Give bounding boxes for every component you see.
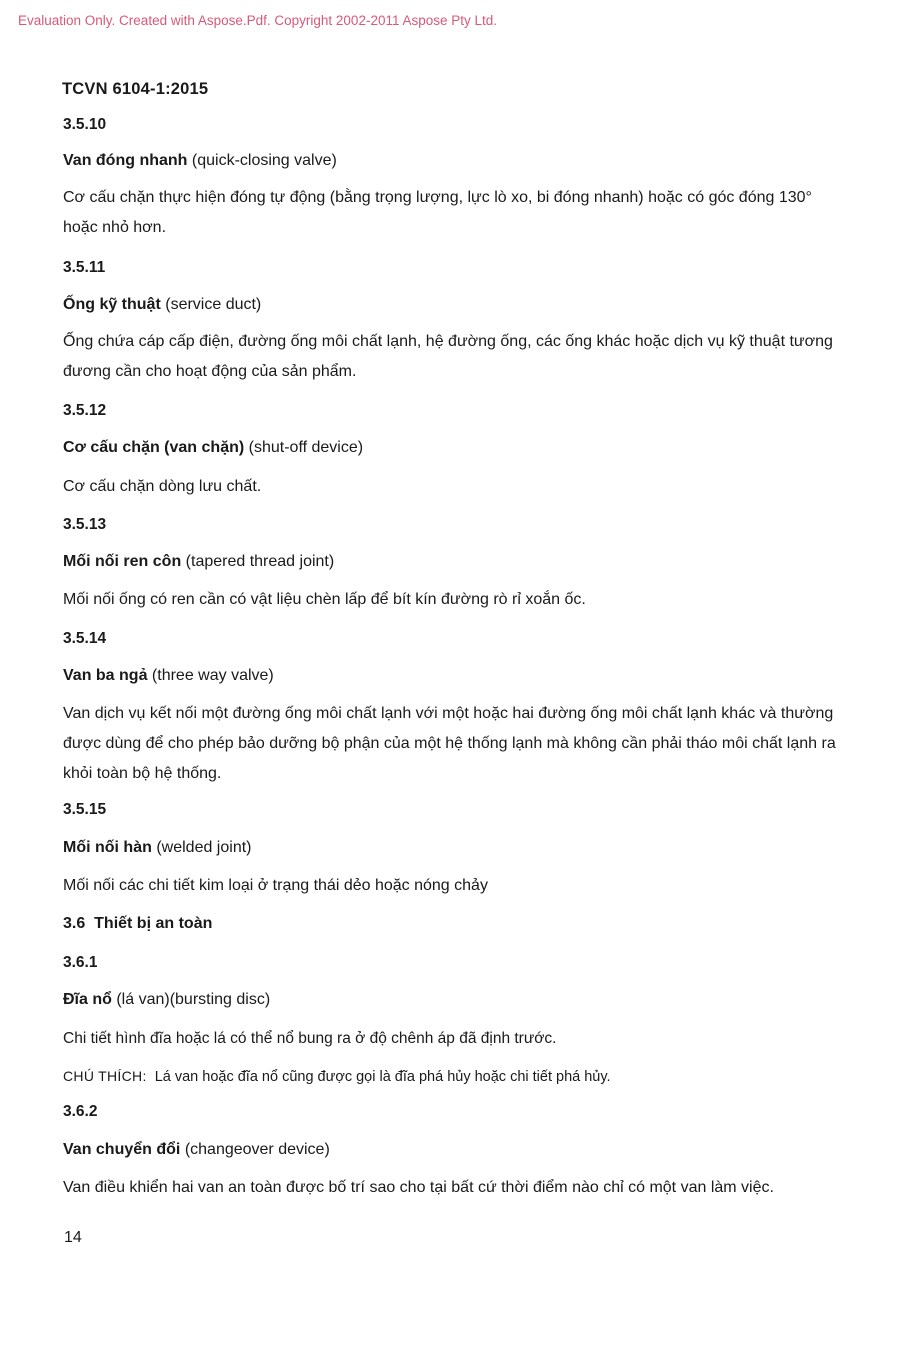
term-english: (tapered thread joint) xyxy=(185,553,335,570)
section-number: 3.6 xyxy=(63,915,86,932)
watermark-text: Evaluation Only. Created with Aspose.Pdf. Copyright 2002-2011 Aspose Pty Ltd. xyxy=(18,13,498,28)
term-english: (changeover device) xyxy=(184,1141,330,1158)
note xyxy=(63,1068,611,1085)
term-vietnamese: Ống kỹ thuật xyxy=(63,296,161,313)
clause-number: 3.6.2 xyxy=(63,1103,98,1120)
term-english: (service duct) xyxy=(165,296,262,313)
term-heading xyxy=(63,152,337,170)
term-definition: Cơ cấu chặn thực hiện đóng tự động (bằng trọng lượng, lực lò xo, bi đóng nhanh) hoặc có góc đóng 130° hoặc nhỏ hơn. xyxy=(63,189,812,236)
term-vietnamese: Đĩa nổ xyxy=(63,991,112,1008)
term-english: (shut-off device) xyxy=(248,439,364,456)
term-vietnamese: Van đóng nhanh xyxy=(63,152,188,169)
term-english: (quick-closing valve) xyxy=(191,152,337,169)
term-heading xyxy=(63,1141,330,1159)
document-standard-code: TCVN 6104-1:2015 xyxy=(62,80,209,98)
term-heading xyxy=(63,553,334,571)
section-heading xyxy=(63,915,212,933)
clause-number: 3.6.1 xyxy=(63,954,98,971)
clause-number: 3.5.11 xyxy=(63,259,106,276)
term-vietnamese: Cơ cấu chặn (van chặn) xyxy=(63,439,245,456)
term-definition: Mối nối ống có ren cần có vật liệu chèn lấp để bít kín đường rò rỉ xoắn ốc. xyxy=(63,591,586,608)
clause-number: 3.5.10 xyxy=(63,116,107,133)
clause-number: 3.5.14 xyxy=(63,630,107,647)
note-label: CHÚ THÍCH: xyxy=(63,1068,147,1084)
term-english: (lá van)(bursting disc) xyxy=(116,991,271,1008)
clause-number: 3.5.13 xyxy=(63,516,107,533)
section-title: Thiết bị an toàn xyxy=(94,915,213,932)
term-vietnamese: Van ba ngả xyxy=(63,667,148,684)
clause-number: 3.5.15 xyxy=(63,801,107,818)
term-vietnamese: Mối nối hàn xyxy=(63,839,152,856)
term-vietnamese: Mối nối ren côn xyxy=(63,553,182,570)
term-definition: Van điều khiển hai van an toàn được bố trí sao cho tại bất cứ thời điểm nào chỉ có một van làm việc. xyxy=(63,1179,774,1196)
term-definition: Van dịch vụ kết nối một đường ống môi chất lạnh với một hoặc hai đường ống môi chất lạnh khác và thường được dùng để cho phép bảo dưỡng bộ phận của một hệ thống lạnh mà không cần phải tháo môi chất lạnh ra khỏi toàn bộ hệ thống. xyxy=(63,705,836,782)
note-text: Lá van hoặc đĩa nổ cũng được gọi là đĩa phá hủy hoặc chi tiết phá hủy. xyxy=(154,1069,611,1085)
term-heading xyxy=(63,439,363,457)
term-definition: Cơ cấu chặn dòng lưu chất. xyxy=(63,478,262,495)
term-heading xyxy=(63,991,270,1009)
page-number: 14 xyxy=(64,1229,82,1246)
term-heading xyxy=(63,839,251,857)
term-heading xyxy=(63,296,261,314)
term-definition: Ống chứa cáp cấp điện, đường ống môi chất lạnh, hệ đường ống, các ống khác hoặc dịch vụ kỹ thuật tương đương cần cho hoạt động của sản phẩm. xyxy=(63,333,833,380)
term-english: (welded joint) xyxy=(156,839,252,856)
term-definition: Mối nối các chi tiết kim loại ở trạng thái dẻo hoặc nóng chảy xyxy=(63,877,488,894)
term-heading xyxy=(63,667,274,685)
term-english: (three way valve) xyxy=(151,667,274,684)
clause-number: 3.5.12 xyxy=(63,402,107,419)
term-definition: Chi tiết hình đĩa hoặc lá có thể nổ bung ra ở độ chênh áp đã định trước. xyxy=(63,1030,557,1047)
term-vietnamese: Van chuyển đổi xyxy=(63,1141,181,1158)
